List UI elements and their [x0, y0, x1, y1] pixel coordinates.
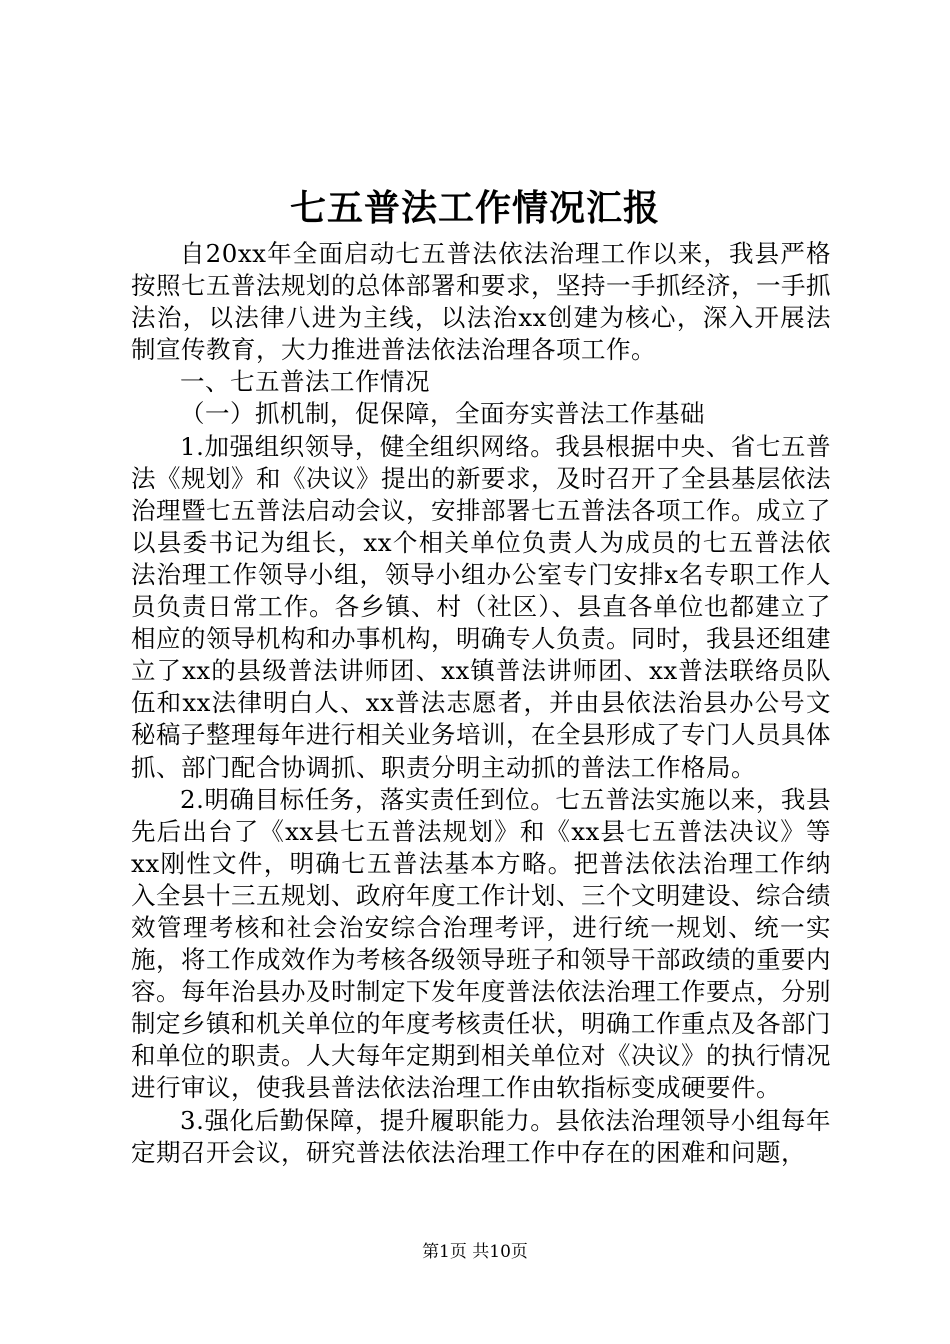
intro-paragraph: 自20xx年全面启动七五普法依法治理工作以来，我县严格按照七五普法规划的总体部署和要求，坚持一手抓经济，一手抓法治，以法律八进为主线，以法治xx创建为核心，深入开展法制宣传教育，大力推进普法依法治理各项工作。 — [131, 239, 831, 365]
document-title: 七五普法工作情况汇报 — [289, 187, 660, 229]
body-paragraph-3: 3.强化后勤保障，提升履职能力。县依法治理领导小组每年定期召开会议，研究普法依法治理工作中存在的困难和问题， — [131, 1105, 831, 1167]
body-paragraph-1: 1.加强组织领导，健全组织网络。我县根据中央、省七五普法《规划》和《决议》提出的新要求，及时召开了全县基层依法治理暨七五普法启动会议，安排部署七五普法各项工作。成立了以县委书记为组长，xx个相关单位负责人为成员的七五普法依法治理工作领导小组，领导小组办公室专门安排x名专职工作人员负责日常工作。各乡镇、村（社区）、县直各单位也都建立了相应的领导机构和办事机构，明确专人负责。同时，我县还组建立了xx的县级普法讲师团、xx镇普法讲师团、xx普法联络员队伍和xx法律明白人、xx普法志愿者，并由县依法治县办公号文秘稿子整理每年进行相关业务培训，在全县形成了专门人员具体抓、部门配合协调抓、职责分明主动抓的普法工作格局。 — [131, 431, 831, 782]
subsection-heading: （一）抓机制，促保障，全面夯实普法工作基础 — [180, 399, 705, 429]
page-footer: 第1页 共10页 — [422, 1242, 528, 1262]
document-body — [131, 238, 831, 1169]
body-paragraph-2: 2.明确目标任务，落实责任到位。七五普法实施以来，我县先后出台了《xx县七五普法规划》和《xx县七五普法决议》等xx刚性文件，明确七五普法基本方略。把普法依法治理工作纳入全县十三五规划、政府年度工作计划、三个文明建设、综合绩效管理考核和社会治安综合治理考评，进行统一规划、统一实施，将工作成效作为考核各级领导班子和领导干部政绩的重要内容。每年治县办及时制定下发年度普法依法治理工作要点，分别制定乡镇和机关单位的年度考核责任状，明确工作重点及各部门和单位的职责。人大每年定期到相关单位对《决议》的执行情况进行审议，使我县普法依法治理工作由软指标变成硬要件。 — [131, 784, 831, 1103]
section-heading: 一、七五普法工作情况 — [180, 367, 430, 397]
